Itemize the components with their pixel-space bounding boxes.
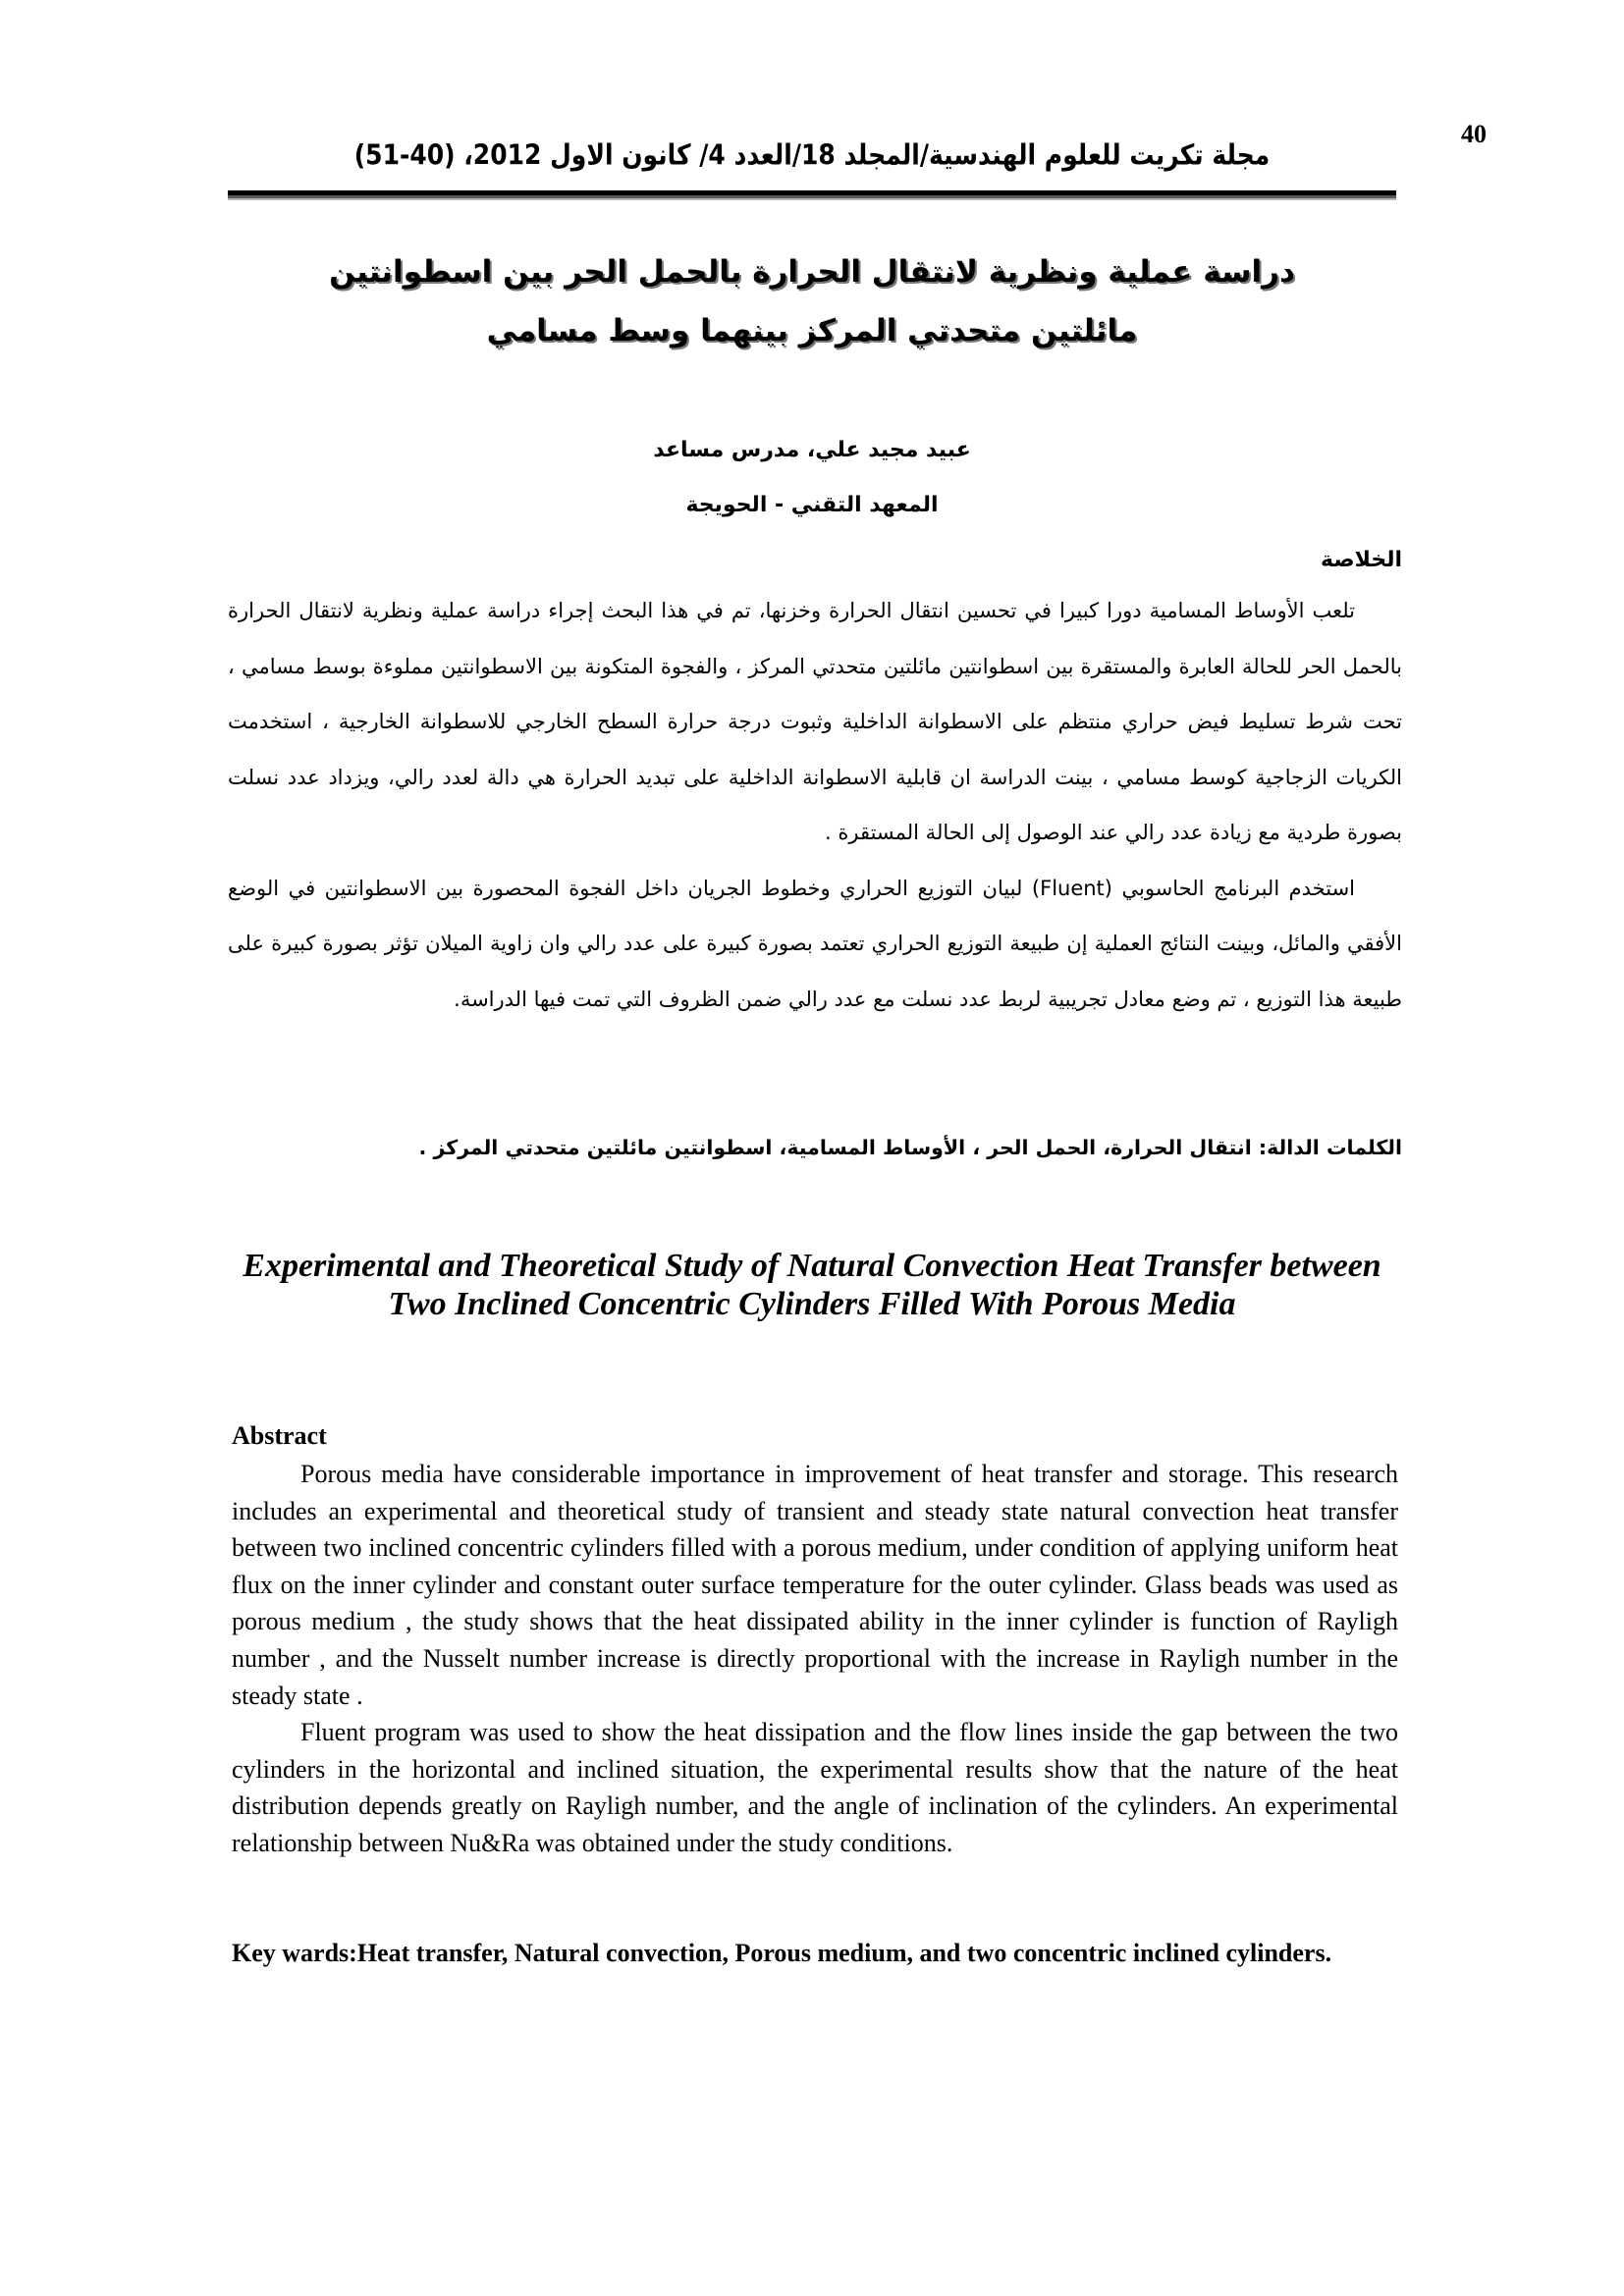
english-keywords: Key wards:Heat transfer, Natural convection, Porous medium, and two concentric inclined cylinders. [232, 1939, 1332, 1967]
journal-header: مجلة تكريت للعلوم الهندسية/المجلد 18/العدد 4/ كانون الاول 2012، (40-51) [353, 137, 1271, 172]
arabic-keywords: الكلمات الدالة: انتقال الحرارة، الحمل الحر ، الأوساط المسامية، اسطوانتين مائلتين متحدتي المركز . [418, 1136, 1402, 1159]
page-number: 40 [1461, 120, 1487, 148]
arabic-abstract-heading: الخلاصة [1321, 548, 1402, 572]
arabic-paragraph-2: استخدم البرنامج الحاسوبي (Fluent) لبيان التوزيع الحراري وخطوط الجريان داخل الفجوة المحصورة بين الاسطوانتين في الوضع الأفقي والمائل، وبينت النتائج العملية إن طبيعة التوزيع الحراري تعتمد بصورة كبيرة على عدد رالي وان زاوية الميلان تؤثر بصورة كبيرة على طبيعة هذا التوزيع ، تم وضع معادل تجريبية لربط عدد نسلت مع عدد رالي ضمن الظروف التي تمت فيها الدراسة. [228, 876, 1402, 1011]
english-paragraph-1: Porous media have considerable importance in improvement of heat transfer and storage. This research includes an experimental and theoretical study of transient and steady state natural convection heat transfer between two inclined concentric cylinders filled with a porous medium, under condition of applying uniform heat flux on the inner cylinder and constant outer surface temperature for the outer cylinder. Glass beads was used as porous medium , the study shows that the heat dissipated ability in the inner cylinder is function of Rayligh number , and the Nusselt number increase is directly proportional with the increase in Rayligh number in the steady state . [232, 1460, 1398, 1710]
arabic-title-line1: دراسة عملية ونظرية لانتقال الحرارة بالحمل الحر بين اسطوانتين [329, 254, 1295, 290]
arabic-paragraph-1: تلعب الأوساط المسامية دورا كبيرا في تحسين انتقال الحرارة وخزنها، تم في هذا البحث إجراء دراسة عملية ونظرية لانتقال الحرارة بالحمل الحر للحالة العابرة والمستقرة بين اسطوانتين مائلتين متحدتي المركز ، والفجوة المتكونة بين الاسطوانتين مملوءة بوسط مسامي ، تحت شرط تسليط فيض حراري منتظم على الاسطوانة الداخلية وثبوت درجة حرارة السطح الخارجي للاسطوانة الخارجية ، استخدمت الكريات الزجاجية كوسط مسامي ، بينت الدراسة ان قابلية الاسطوانة الداخلية على تبديد الحرارة هي دالة لعدد رالي، ويزداد عدد نسلت بصورة طردية مع زيادة عدد رالي عند الوصول إلى الحالة المستقرة . [228, 599, 1402, 844]
header-rule-light-gray [228, 198, 1396, 200]
english-paragraph-2: Fluent program was used to show the heat dissipation and the flow lines inside the gap between the two cylinders in the horizontal and inclined situation, the experimental results show that the nature of the heat distribution depends greatly on Rayligh number, and the angle of inclination of the cylinders. An experimental relationship between Nu&Ra was obtained under the study conditions. [232, 1718, 1398, 1857]
header-rule [228, 190, 1396, 200]
arabic-title-line2: مائلتين متحدتي المركز بينهما وسط مسامي [486, 313, 1138, 348]
arabic-abstract-body [228, 583, 1402, 1027]
english-abstract-body [232, 1456, 1398, 1862]
english-abstract-heading: Abstract [232, 1421, 327, 1450]
arabic-institution: المعهد التقني - الحويجة [685, 493, 939, 517]
arabic-author: عبيد مجيد علي، مدرس مساعد [653, 438, 971, 462]
arabic-title [228, 242, 1396, 360]
english-title: Experimental and Theoretical Study of Natural Convection Heat Transfer between Two Inclined Concentric Cylinders Filled With Porous Media [243, 1248, 1381, 1322]
